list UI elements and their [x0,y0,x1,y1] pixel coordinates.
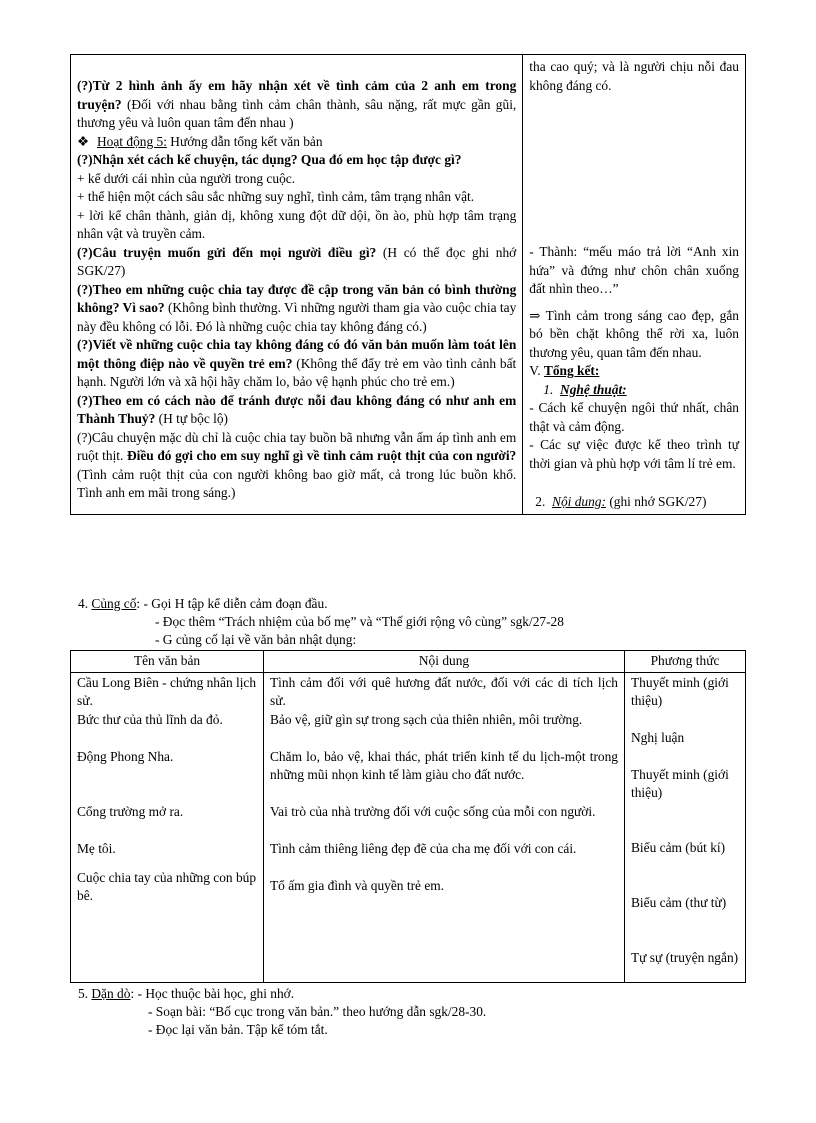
content-item: Chăm lo, bảo vệ, khai thác, phát triển kinh tế du lịch-một trong những mũi nhọn kinh tế làm giàu cho đất nước. [270,748,618,782]
section-5-label: Dặn dò [91,986,131,1001]
section-5-line-3: - Đọc lại văn bản. Tập kể tóm tắt. [148,1022,328,1037]
right-text-3 [529,307,739,363]
question-1 [77,77,516,133]
question-4-bold: (?)Theo em những cuộc chia tay được đề cập trong văn bản có bình thường không? Vì sao? [77,281,517,315]
summary-title: Tổng kết: [543,363,600,378]
question-4-answer: (Không bình thường. Vì những người tham gia vào cuộc chia tay này đều không có lỗi. Đó là những cuộc chia tay không đáng có.) [77,300,517,334]
question-7-answer: (Tình cảm ruột thịt của con người không bao giờ mất, cả trong lúc buồn khổ. Tình anh em mãi trong sáng.) [77,466,517,500]
lesson-row [71,55,746,515]
content-title: Nội dung: [552,494,606,509]
section-4-label: Củng cố [91,596,137,611]
question-2-point-a: + kể dưới cái nhìn của người trong cuộc. [77,170,296,186]
methods-cell [625,672,746,982]
content-item: Tình cảm thiêng liêng đẹp đẽ của cha mẹ đối với con cái. [270,840,577,856]
question-2-point-b: + thể hiện một cách sâu sắc những suy nghĩ, tình cảm, tâm trạng nhân vật. [77,189,475,204]
question-3 [77,244,516,281]
question-5 [77,336,516,392]
question-7-intro: (?)Câu chuyện mặc dù chỉ là cuộc chia tay buồn bã nhưng vẫn ấm áp tình anh em ruột thịt. [77,429,517,463]
diamond-bullet-icon: ❖ [77,133,90,149]
question-3-answer: (H có thể đọc ghi nhớ SGK/27) [77,244,517,278]
title-item: Động Phong Nha. [77,748,174,764]
question-6-answer: (H tự bộc lộ) [155,411,229,426]
content-item: Vai trò của nhà trường đối với cuộc sống của mỗi con người. [270,803,596,819]
right-text-3-body: Tình cảm trong sáng cao đẹp, gắn bó bền chặt không thể rời xa, luôn thương yêu, quan tâm đến nhau. [529,307,739,360]
section-4-number: 4. [78,596,92,611]
content-text: (ghi nhớ SGK/27) [605,494,707,509]
question-1-bold: (?)Từ 2 hình ảnh ấy em hãy nhận xét về tình cảm của 2 anh em trong truyện? [77,78,517,112]
question-5-answer: (Không thể đẩy trẻ em vào tình cảnh bất hạnh. Người lớn và xã hội hãy chăm lo, bảo vệ hạnh phúc cho trẻ em.) [77,355,517,389]
title-item: Cổng trường mở ra. [77,803,184,819]
table-header-row [71,651,746,673]
contents-cell [264,672,625,982]
content-item: Tổ ấm gia đình và quyền trẻ em. [270,877,445,893]
teacher-student-activities-cell [71,55,523,515]
question-6 [77,392,516,429]
content-heading [529,493,739,512]
section-5-number: 5. [78,986,92,1001]
title-item: Cầu Long Biên - chứng nhân lịch sử. [77,674,257,708]
section-4-line-1 [78,595,328,614]
question-4 [77,281,516,337]
section-4-line-3: - G củng cố lại về văn bản nhật dụng: [155,632,357,647]
section-5-line-2: - Soạn bài: “Bố cục trong văn bản.” theo hướng dẫn sgk/28-30. [148,1004,487,1019]
art-number: 1. [543,381,554,397]
right-text-1: tha cao quý; và là người chịu nỗi đau không đáng có. [529,59,739,93]
method-item: Tự sự (truyện ngắn) [631,949,739,965]
title-item: Cuộc chia tay của những con búp bê. [77,869,257,903]
activity-5 [77,133,516,152]
question-2: (?)Nhận xét cách kể chuyện, tác dụng? Qua đó em học tập được gì? [77,152,462,167]
art-point-2: - Các sự việc được kể theo trình tự thời gian và phù hợp với tâm lí trẻ em. [529,437,739,471]
method-item: Thuyết minh (giới thiệu) [631,766,729,800]
method-item: Biểu cảm (thư từ) [631,894,727,910]
art-title: Nghệ thuật: [560,381,627,397]
right-text-2: - Thành: “mếu máo trả lời “Anh xin hứa” và đứng như chôn chân xuống đất nhìn theo…” [529,244,739,296]
section-4-text-1: : - Gọi H tập kể diễn cảm đoạn đầu. [136,596,328,611]
content-item: Bảo vệ, giữ gìn sự trong sạch của thiên nhiên, môi trường. [270,711,583,727]
text-summary-table [70,650,746,983]
summary-prefix: V. [529,363,544,378]
header-content: Nội dung [264,651,625,673]
question-3-bold: (?)Câu truyện muốn gửi đến mọi người điều gì? [77,244,377,260]
question-7 [77,429,516,503]
header-method: Phương thức [625,651,746,673]
activity-5-text: Hướng dẫn tổng kết văn bản [166,133,323,149]
question-2-point-c: + lời kể chân thành, giản dị, không xung đột dữ dội, ồn ào, phù hợp tâm trạng nhân vật và truyền cảm. [77,207,517,241]
spacer [529,95,739,243]
title-item: Bức thư của thủ lĩnh da đỏ. [77,711,223,727]
content-item: Tình cảm đối với quê hương đất nước, đối với các di tích lịch sử. [270,674,618,708]
question-5-bold: (?)Viết về những cuộc chia tay không đáng có đó văn bản muốn làm toát lên một thông điệp nào về quyền trẻ em? [77,337,517,371]
titles-cell [71,672,264,982]
method-item: Biểu cảm (bút kí) [631,839,726,855]
implies-arrow-icon: ⇒ [529,307,541,323]
content-number: 2. [535,494,546,509]
question-6-bold: (?)Theo em có cách nào để tránh được nỗi đau không đáng có như anh em Thành Thuỷ? [77,392,517,426]
art-heading [529,381,739,400]
header-title: Tên văn bản [71,651,264,673]
title-item: Mẹ tôi. [77,840,116,856]
question-1-answer: (Đối với nhau bằng tình cảm chân thành, sâu nặng, rất mực gần gũi, thương yêu và luôn quan tâm đến nhau ) [77,96,517,130]
question-7-bold: Điều đó gợi cho em suy nghĩ gì về tình cảm ruột thịt của con người? [126,448,517,463]
method-item: Thuyết minh (giới thiệu) [631,674,729,708]
summary-heading [529,362,739,381]
art-point-1: - Cách kể chuyện ngôi thứ nhất, chân thật và cảm động. [529,400,739,434]
section-5-text-1: : - Học thuộc bài học, ghi nhớ. [130,986,295,1001]
lesson-table [70,54,746,515]
lesson-content-cell [523,55,746,515]
section-4-line-2: - Đọc thêm “Trách nhiệm của bố mẹ” và “Thế giới rộng vô cùng” sgk/27-28 [155,614,564,629]
table-row [71,672,746,982]
activity-5-label: Hoạt động 5: [97,133,167,149]
section-5-line-1 [78,985,294,1004]
method-item: Nghị luận [631,729,685,745]
